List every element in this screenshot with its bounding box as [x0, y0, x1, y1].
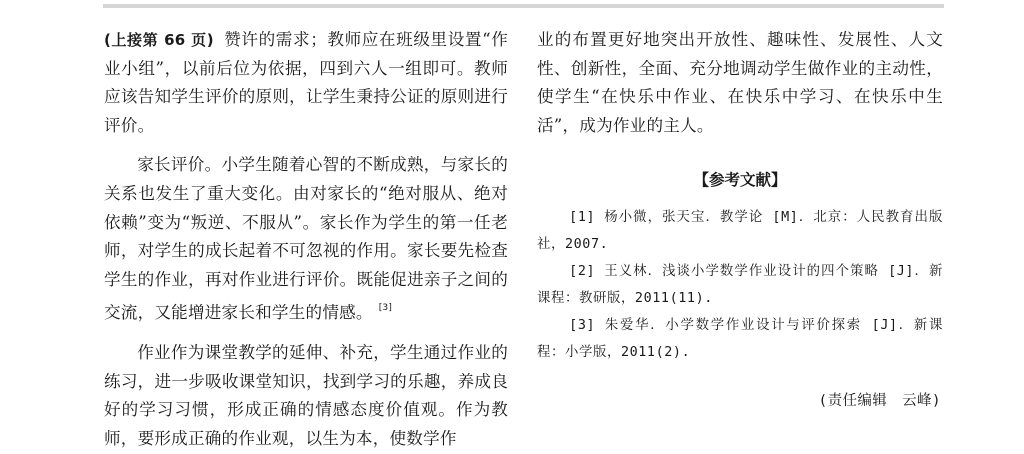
- paragraph-gap: [104, 140, 508, 151]
- left-column: [104, 26, 508, 453]
- paragraph-text: 赞许的需求；教师应在班级里设置“作业小组”，以前后位为依据，四到六人一组即可。教师应该告知学生评价的原则，让学生秉持公证的原则进行评价。: [104, 30, 508, 135]
- paragraph-continuation: 业的布置更好地突出开放性、趣味性、发展性、人文性、创新性，全面、充分地调动学生做作业的主动性，使学生“在快乐中作业、在快乐中学习、在快乐中生活”，成为作业的主人。: [537, 30, 943, 135]
- responsible-editor: (责任编辑 云峰): [818, 393, 941, 409]
- references-heading: 【参考文献】: [693, 171, 787, 189]
- paragraph-parent-evaluation: [104, 151, 508, 328]
- paragraph-text: 作业作为课堂教学的延伸、补充，学生通过作业的练习，进一步吸收课堂知识，找到学习的乐趣，养成良好的学习习惯，形成正确的情感态度价值观。作为教师，要形成正确的作业观，以生为本，使数学作: [104, 342, 508, 448]
- paragraph-gap: [104, 328, 508, 339]
- continued-from-page-marker: (上接第 66 页): [104, 31, 214, 49]
- reference-item: [1] 杨小微，张天宝．教学论 [M]．北京：人民教育出版社，2007.: [537, 210, 943, 252]
- paragraph-text: 家长评价。小学生随着心智的不断成熟，与家长的关系也发生了重大变化。由对家长的“绝对服从、绝对依赖”变为“叛逆、不服从”。家长作为学生的第一任老师，对学生的成长起着不可忽视的作用。家长要先检查学生的作业，再对作业进行评价。既能促进亲子之间的交流，又能增进家长和学生的情感。: [104, 155, 508, 323]
- reference-item: [3] 朱爱华．小学数学作业设计与评价探索 [J]．新课程：小学版，2011(2).: [537, 318, 943, 360]
- right-column: [537, 26, 943, 140]
- references-list: [537, 204, 943, 366]
- top-rule: [103, 4, 944, 8]
- citation-marker: [3]: [378, 303, 393, 314]
- paragraph-homework-extension: [104, 339, 508, 453]
- paragraph-continued: [104, 26, 508, 140]
- reference-item: [2] 王义林．浅谈小学数学作业设计的四个策略 [J]．新课程：教研版，2011(11).: [537, 264, 943, 306]
